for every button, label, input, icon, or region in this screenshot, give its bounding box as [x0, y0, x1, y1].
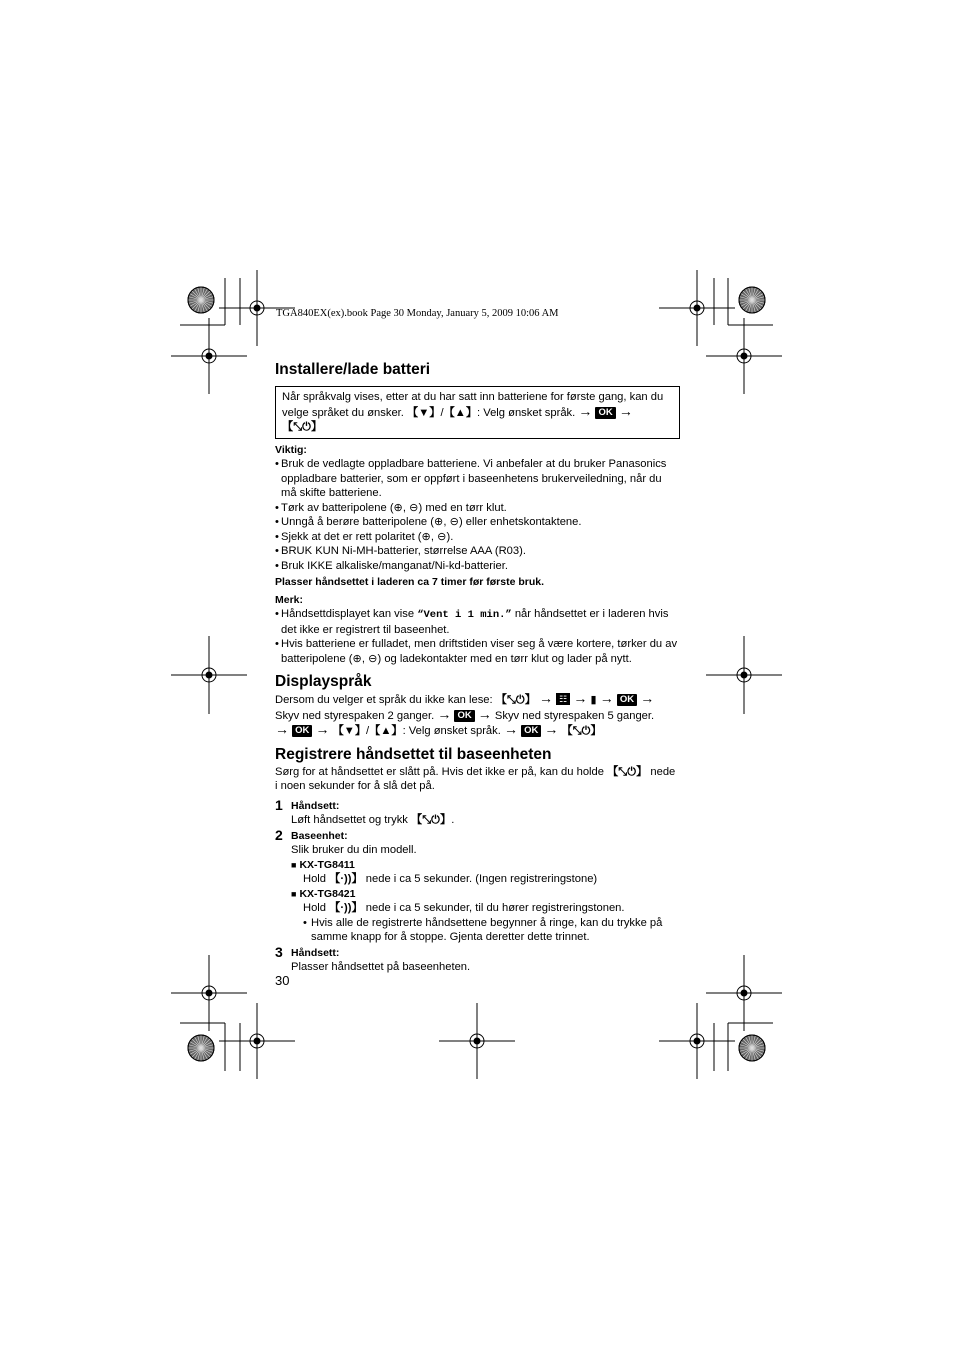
off-key-icon: 【⤡⏻】: [607, 765, 648, 778]
down-key-icon: 【▼】: [332, 725, 367, 737]
up-key-icon: 【▲】: [443, 406, 478, 419]
list-item: • Tørk av batteripolene (⊕, ⊖) med en tørr klut.: [275, 501, 680, 516]
display-language-line3: → OK → 【▼】/【▲】: Velg ønsket språk. → OK → 【⤡⏻】: [275, 721, 602, 737]
list-item: • Bruk de vedlagte oppladbare batteriene. Vi anbefaler at du bruker Panasonics oppladbare batterier, som er oppført i baseenhetens brukerveiledning, når du må skifte batteriene.: [275, 457, 680, 501]
settings-item-icon: ▮: [590, 694, 597, 706]
section-title-registration: Registrere håndsettet til baseenheten: [275, 745, 552, 763]
note-list: [275, 607, 680, 666]
ok-key-icon: OK: [292, 725, 312, 737]
arrow-icon: →: [640, 690, 655, 706]
model-heading: ■ KX-TG8421: [291, 887, 356, 900]
note-label: Merk:: [275, 593, 304, 606]
list-item: • Hvis alle de registrerte håndsettene begynner å ringe, kan du trykke på samme knapp for å stoppe. Gjenta deretter dette trinnet.: [303, 916, 680, 945]
display-language-line2: Skyv ned styrespaken 2 ganger. → OK → Skyv ned styrespaken 5 ganger.: [275, 705, 655, 722]
arrow-icon: →: [544, 721, 559, 737]
step-label: Håndsett:: [291, 946, 340, 959]
language-info-box: [275, 386, 680, 439]
registration-intro: Sørg for at håndsettet er slått på. Hvis det ikke er på, kan du holde 【⤡⏻】 nede i noen sekunder for å slå det på.: [275, 765, 676, 792]
arrow-icon: →: [503, 721, 518, 737]
step-text: Plasser håndsettet på baseenheten.: [291, 961, 471, 973]
box-text-line2: velge språket du ønsker. 【▼】/【▲】: Velg ønsket språk. → OK → 【⤡⏻】: [282, 402, 633, 433]
list-item: • Håndsettdisplayet kan vise “Vent i 1 min.” når håndsettet er i laderen hvis det ikke er registrert til baseenhet.: [275, 607, 680, 637]
off-key-icon: 【⤡⏻】: [495, 694, 536, 706]
ok-key-icon: OK: [454, 710, 474, 722]
display-language-line1: Dersom du velger et språk du ikke kan lese: 【⤡⏻】 → ☷ → ▮ → OK →: [275, 690, 655, 706]
list-item: • Hvis batteriene er fulladet, men driftstiden viser seg å være kortere, tørker du av batteripolene (⊕, ⊖) og ladekontakter med en tørr klut og lader på nytt.: [275, 637, 680, 666]
step-text: Løft håndsettet og trykk 【⤡⏻】.: [291, 814, 455, 826]
model-text: Hold 【·))】 nede i ca 5 sekunder, til du hører registreringstonen.: [303, 902, 625, 914]
list-item: • Unngå å berøre batteripolene (⊕, ⊖) eller enhetskontaktene.: [275, 515, 680, 530]
arrow-icon: →: [539, 690, 554, 706]
list-item: • BRUK KUN Ni-MH-batterier, størrelse AAA (R03).: [275, 544, 680, 559]
list-item: • Bruk IKKE alkaliske/manganat/Ni-kd-batterier.: [275, 559, 680, 574]
arrow-icon: →: [618, 402, 633, 419]
off-key-icon: 【⤡⏻】: [561, 725, 602, 737]
up-key-icon: 【▲】: [369, 725, 403, 737]
down-key-icon: 【▼】: [407, 406, 441, 419]
step-number: 3: [275, 943, 283, 960]
step-2: [275, 826, 680, 945]
arrow-icon: →: [437, 705, 452, 722]
charge-note: Plasser håndsettet i laderen ca 7 timer før første bruk.: [275, 576, 545, 588]
important-list: [275, 457, 680, 573]
ok-key-icon: OK: [595, 407, 615, 419]
arrow-icon: →: [578, 402, 593, 419]
locator-key-icon: 【·))】: [329, 873, 363, 885]
model-text: Hold 【·))】 nede i ca 5 sekunder. (Ingen registreringstone): [303, 873, 598, 885]
print-header: TGA840EX(ex).book Page 30 Monday, January 5, 2009 10:06 AM: [276, 308, 559, 319]
page-content: [275, 360, 680, 975]
arrow-icon: →: [315, 721, 330, 737]
step-text: Slik bruker du din modell.: [291, 844, 417, 856]
menu-icon: ☷: [556, 693, 570, 705]
box-text-line1: Når språkvalg vises, etter at du har satt inn batteriene for første gang, kan du: [282, 391, 664, 403]
arrow-icon: →: [477, 705, 492, 722]
sub-bullet-list: [291, 916, 680, 945]
ok-key-icon: OK: [617, 694, 637, 706]
important-label: Viktig:: [275, 443, 307, 456]
list-item: • Sjekk at det er rett polaritet (⊕, ⊖).: [275, 530, 680, 545]
model-heading: ■ KX-TG8411: [291, 858, 355, 871]
display-message: “Vent i 1 min.”: [417, 609, 512, 621]
step-number: 1: [275, 796, 283, 813]
arrow-icon: →: [275, 721, 289, 737]
step-3: [275, 943, 680, 975]
section-title-batteries: Installere/lade batteri: [275, 361, 431, 378]
step-number: 2: [275, 826, 283, 843]
arrow-icon: →: [573, 690, 588, 706]
locator-key-icon: 【·))】: [329, 902, 363, 914]
talk-key-icon: 【⤡⏻】: [411, 814, 452, 826]
step-label: Håndsett:: [291, 799, 340, 812]
step-1: [275, 796, 680, 828]
arrow-icon: →: [599, 690, 614, 706]
section-title-display-language: Displayspråk: [275, 673, 372, 690]
off-key-icon: 【⤡⏻】: [282, 421, 323, 433]
page-number: 30: [275, 973, 290, 988]
step-label: Baseenhet:: [291, 829, 348, 842]
ok-key-icon: OK: [521, 725, 541, 737]
